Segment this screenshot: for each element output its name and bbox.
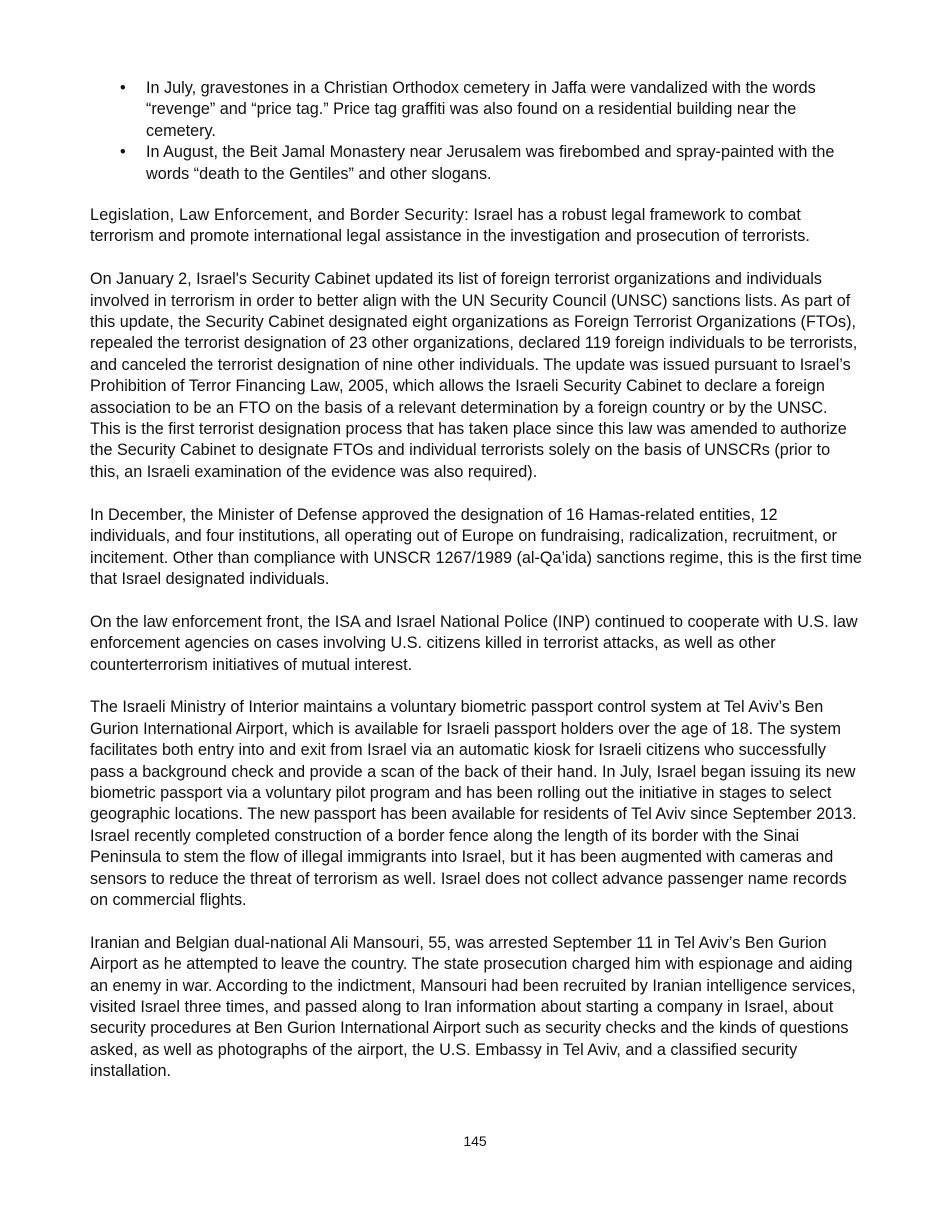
section-heading: Legislation, Law Enforcement, and Border Security:	[90, 206, 469, 225]
page-number: 145	[463, 1133, 487, 1149]
bullet-item-beit-jamal	[120, 142, 862, 185]
bullet-marker: •	[120, 143, 126, 162]
bullet-text: In July, gravestones in a Christian Orthodox cemetery in Jaffa were vandalized with the words “revenge” and “price tag.” Price tag graffiti was also found on a residential building near the cemetery.	[146, 79, 816, 140]
section-intro-text: Israel has a robust legal framework to combat terrorism and promote international legal assistance in the investigation and prosecution of terrorists.	[90, 206, 810, 246]
bullet-marker: •	[120, 79, 126, 97]
incident-bullet-list	[90, 78, 862, 185]
document-page	[90, 78, 862, 1104]
paragraph-law-enforcement: On the law enforcement front, the ISA and Israel National Police (INP) continued to cooperate with U.S. law enforcement agencies on cases involving U.S. citizens killed in terrorist attacks, as well as other counterterrorism initiatives of mutual interest.	[90, 612, 858, 674]
section-legislation-intro	[90, 205, 862, 248]
paragraph-security-cabinet-update: On January 2, Israel's Security Cabinet updated its list of foreign terrorist organizations and individuals involved in terrorism in order to better align with the UN Security Council (UNSC) sanctions lists. As part of this update, the Security Cabinet designated eight organizations as Foreign Terrorist Organizations (FTOs), repealed the terrorist designation of 23 other organizations, declared 119 foreign individuals to be terrorists, and canceled the terrorist designation of nine other individuals. The update was issued pursuant to Israel’s Prohibition of Terror Financing Law, 2005, which allows the Israeli Security Cabinet to declare a foreign association to be an FTO on the basis of a relevant determination by a foreign country or by the UNSC. This is the first terrorist designation process that has taken place since this law was amended to authorize the Security Cabinet to designate FTOs and individual terrorists solely on the basis of UNSCRs (prior to this, an Israeli examination of the evidence was also required).	[90, 270, 858, 481]
paragraph-mansouri-arrest: Iranian and Belgian dual-national Ali Mansouri, 55, was arrested September 11 in Tel Aviv’s Ben Gurion Airport as he attempted to leave the country. The state prosecution charged him with espionage and aiding an enemy in war. According to the indictment, Mansouri had been recruited by Iranian intelligence services, visited Israel three times, and passed along to Iran information about starting a company in Israel, about security procedures at Ben Gurion International Airport such as security checks and the kinds of questions asked, as well as photographs of the airport, the U.S. Embassy in Tel Aviv, and a classified security installation.	[90, 933, 856, 1081]
bullet-item-jaffa-cemetery	[120, 78, 862, 142]
paragraph-hamas-designation: In December, the Minister of Defense approved the designation of 16 Hamas-related entities, 12 individuals, and four institutions, all operating out of Europe on fundraising, radicalization, recruitment, or incitement. Other than compliance with UNSCR 1267/1989 (al-Qa’ida) sanctions regime, this is the first time that Israel designated individuals.	[90, 505, 862, 588]
paragraph-biometric-passport: The Israeli Ministry of Interior maintains a voluntary biometric passport control system at Tel Aviv’s Ben Gurion International Airport, which is available for Israeli passport holders over the age of 18. The system facilitates both entry into and exit from Israel via an automatic kiosk for Israeli citizens who successfully pass a background check and provide a scan of the back of their hand. In July, Israel began issuing its new biometric passport via a voluntary pilot program and has been rolling out the initiative in stages to select geographic locations. The new passport has been available for residents of Tel Aviv since September 2013. Israel recently completed construction of a border fence along the length of its border with the Sinai Peninsula to stem the flow of illegal immigrants into Israel, but it has been augmented with cameras and sensors to reduce the threat of terrorism as well. Israel does not collect advance passenger name records on commercial flights.	[90, 698, 857, 909]
bullet-text: In August, the Beit Jamal Monastery near Jerusalem was firebombed and spray-painted with the words “death to the Gentiles” and other slogans.	[146, 143, 835, 183]
